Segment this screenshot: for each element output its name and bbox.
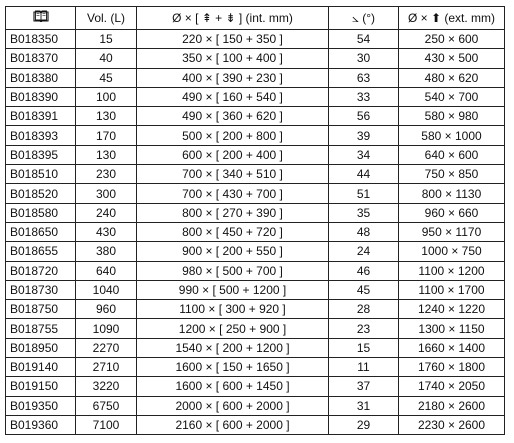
cell-angle: 33 — [329, 87, 399, 106]
cell-reference: B018720 — [6, 261, 76, 280]
cell-angle: 48 — [329, 222, 399, 241]
cell-volume: 1040 — [76, 280, 137, 299]
cell-internal-dimensions: 800 × [ 450 + 720 ] — [137, 222, 329, 241]
cell-internal-dimensions: 700 × [ 430 + 700 ] — [137, 184, 329, 203]
cell-external-dimensions: 960 × 660 — [399, 203, 505, 222]
cell-angle: 23 — [329, 319, 399, 338]
cell-volume: 2710 — [76, 358, 137, 377]
spec-table-container — [5, 6, 505, 435]
cell-volume: 300 — [76, 184, 137, 203]
table-row — [6, 280, 505, 299]
cell-external-dimensions: 480 × 620 — [399, 68, 505, 87]
table-row — [6, 107, 505, 126]
cell-reference: B018750 — [6, 300, 76, 319]
cell-volume: 130 — [76, 107, 137, 126]
table-row — [6, 261, 505, 280]
cell-internal-dimensions: 700 × [ 340 + 510 ] — [137, 165, 329, 184]
cell-internal-dimensions: 990 × [ 500 + 1200 ] — [137, 280, 329, 299]
cell-reference: B018655 — [6, 242, 76, 261]
cell-volume: 430 — [76, 222, 137, 241]
cell-volume: 45 — [76, 68, 137, 87]
cell-angle: 56 — [329, 107, 399, 126]
cell-angle: 44 — [329, 165, 399, 184]
cell-internal-dimensions: 1540 × [ 200 + 1200 ] — [137, 338, 329, 357]
cell-external-dimensions: 1300 × 1150 — [399, 319, 505, 338]
cell-external-dimensions: 950 × 1170 — [399, 222, 505, 241]
cell-reference: B018755 — [6, 319, 76, 338]
cell-angle: 45 — [329, 280, 399, 299]
cell-volume: 15 — [76, 30, 137, 49]
cell-angle: 37 — [329, 377, 399, 396]
cell-reference: B018370 — [6, 49, 76, 68]
cell-internal-dimensions: 220 × [ 150 + 350 ] — [137, 30, 329, 49]
cell-angle: 35 — [329, 203, 399, 222]
table-row — [6, 358, 505, 377]
cell-volume: 1090 — [76, 319, 137, 338]
cell-angle: 46 — [329, 261, 399, 280]
cell-volume: 7100 — [76, 415, 137, 434]
header-internal-dimensions: Ø × [ ⇞ + ⇟ ] (int. mm) — [137, 7, 329, 30]
cell-reference: B018510 — [6, 165, 76, 184]
cell-volume: 6750 — [76, 396, 137, 415]
cell-external-dimensions: 430 × 500 — [399, 49, 505, 68]
cell-external-dimensions: 1740 × 2050 — [399, 377, 505, 396]
cell-internal-dimensions: 490 × [ 360 + 620 ] — [137, 107, 329, 126]
cell-reference: B018950 — [6, 338, 76, 357]
cell-external-dimensions: 1100 × 1200 — [399, 261, 505, 280]
header-row — [6, 7, 505, 30]
cell-angle: 51 — [329, 184, 399, 203]
cell-internal-dimensions: 1100 × [ 300 + 920 ] — [137, 300, 329, 319]
cell-reference: B018520 — [6, 184, 76, 203]
cell-external-dimensions: 580 × 1000 — [399, 126, 505, 145]
table-row — [6, 396, 505, 415]
table-row — [6, 319, 505, 338]
cell-external-dimensions: 1660 × 1400 — [399, 338, 505, 357]
cell-external-dimensions: 540 × 700 — [399, 87, 505, 106]
table-row — [6, 222, 505, 241]
cell-volume: 240 — [76, 203, 137, 222]
cell-angle: 24 — [329, 242, 399, 261]
cell-angle: 39 — [329, 126, 399, 145]
spec-table — [5, 6, 505, 435]
cell-internal-dimensions: 1200 × [ 250 + 900 ] — [137, 319, 329, 338]
table-row — [6, 300, 505, 319]
cell-reference: B019350 — [6, 396, 76, 415]
header-volume: Vol. (L) — [76, 7, 137, 30]
cell-angle: 31 — [329, 396, 399, 415]
cell-internal-dimensions: 900 × [ 200 + 550 ] — [137, 242, 329, 261]
cell-external-dimensions: 1100 × 1700 — [399, 280, 505, 299]
cell-volume: 960 — [76, 300, 137, 319]
cell-reference: B019360 — [6, 415, 76, 434]
cell-reference: B018580 — [6, 203, 76, 222]
cell-volume: 3220 — [76, 377, 137, 396]
cell-external-dimensions: 1000 × 750 — [399, 242, 505, 261]
cell-external-dimensions: 2230 × 2600 — [399, 415, 505, 434]
cell-angle: 54 — [329, 30, 399, 49]
book-icon — [33, 9, 49, 27]
cell-external-dimensions: 580 × 980 — [399, 107, 505, 126]
table-row — [6, 415, 505, 434]
cell-internal-dimensions: 1600 × [ 150 + 1650 ] — [137, 358, 329, 377]
cell-angle: 11 — [329, 358, 399, 377]
table-row — [6, 377, 505, 396]
header-external-dimensions: Ø × ⬆ (ext. mm) — [399, 7, 505, 30]
cell-angle: 15 — [329, 338, 399, 357]
table-row — [6, 126, 505, 145]
table-row — [6, 203, 505, 222]
cell-reference: B018391 — [6, 107, 76, 126]
header-angle: ⦣ (°) — [329, 7, 399, 30]
cell-angle: 29 — [329, 415, 399, 434]
cell-internal-dimensions: 1600 × [ 600 + 1450 ] — [137, 377, 329, 396]
cell-internal-dimensions: 800 × [ 270 + 390 ] — [137, 203, 329, 222]
cell-volume: 40 — [76, 49, 137, 68]
cell-angle: 30 — [329, 49, 399, 68]
cell-reference: B018393 — [6, 126, 76, 145]
cell-internal-dimensions: 400 × [ 390 + 230 ] — [137, 68, 329, 87]
table-row — [6, 49, 505, 68]
table-row — [6, 338, 505, 357]
cell-external-dimensions: 1760 × 1800 — [399, 358, 505, 377]
table-row — [6, 145, 505, 164]
cell-angle: 63 — [329, 68, 399, 87]
cell-volume: 230 — [76, 165, 137, 184]
cell-internal-dimensions: 350 × [ 100 + 400 ] — [137, 49, 329, 68]
cell-reference: B018395 — [6, 145, 76, 164]
cell-volume: 2270 — [76, 338, 137, 357]
table-row — [6, 30, 505, 49]
cell-reference: B019140 — [6, 358, 76, 377]
cell-reference: B018390 — [6, 87, 76, 106]
cell-reference: B019150 — [6, 377, 76, 396]
table-row — [6, 68, 505, 87]
cell-internal-dimensions: 980 × [ 500 + 700 ] — [137, 261, 329, 280]
cell-reference: B018730 — [6, 280, 76, 299]
cell-external-dimensions: 1240 × 1220 — [399, 300, 505, 319]
cell-volume: 170 — [76, 126, 137, 145]
cell-angle: 28 — [329, 300, 399, 319]
cell-angle: 34 — [329, 145, 399, 164]
cell-reference: B018350 — [6, 30, 76, 49]
table-row — [6, 184, 505, 203]
cell-external-dimensions: 800 × 1130 — [399, 184, 505, 203]
cell-external-dimensions: 250 × 600 — [399, 30, 505, 49]
cell-reference: B018650 — [6, 222, 76, 241]
cell-internal-dimensions: 490 × [ 160 + 540 ] — [137, 87, 329, 106]
cell-internal-dimensions: 600 × [ 200 + 400 ] — [137, 145, 329, 164]
cell-volume: 380 — [76, 242, 137, 261]
cell-internal-dimensions: 2160 × [ 600 + 2000 ] — [137, 415, 329, 434]
cell-external-dimensions: 640 × 600 — [399, 145, 505, 164]
cell-internal-dimensions: 2000 × [ 600 + 2000 ] — [137, 396, 329, 415]
table-row — [6, 165, 505, 184]
header-ref — [6, 7, 76, 30]
table-row — [6, 242, 505, 261]
cell-volume: 640 — [76, 261, 137, 280]
cell-external-dimensions: 750 × 850 — [399, 165, 505, 184]
cell-external-dimensions: 2180 × 2600 — [399, 396, 505, 415]
cell-volume: 130 — [76, 145, 137, 164]
cell-internal-dimensions: 500 × [ 200 + 800 ] — [137, 126, 329, 145]
table-row — [6, 87, 505, 106]
cell-volume: 100 — [76, 87, 137, 106]
cell-reference: B018380 — [6, 68, 76, 87]
